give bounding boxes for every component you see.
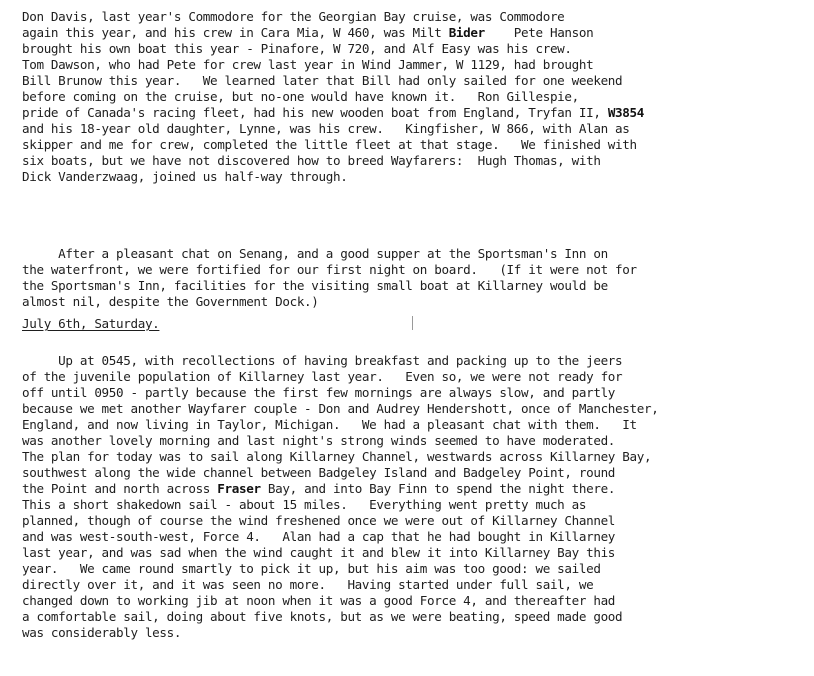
text-line: the Sportsman's Inn, facilities for the visiting small boat at Killarney would be [22,278,608,293]
text-line: England, and now living in Taylor, Michigan. We had a pleasant chat with them. It [22,417,637,432]
text-line: After a pleasant chat on Senang, and a good supper at the Sportsman's Inn on [22,246,608,261]
text-line: brought his own boat this year - Pinafore, W 720, and Alf Easy was his crew. [22,41,572,56]
text-line: six boats, but we have not discovered how to breed Wayfarers: Hugh Thomas, with [22,153,601,168]
text-line: skipper and me for crew, completed the little fleet at that stage. We finished with [22,137,637,152]
text-line: directly over it, and it was seen no more. Having started under full sail, we [22,577,594,592]
text-line: because we met another Wayfarer couple - Don and Audrey Hendershott, once of Manchester, [22,401,659,416]
text-line: pride of Canada's racing fleet, had his new wooden boat from England, Tryfan II, W3854 [22,105,644,120]
text-line: Bill Brunow this year. We learned later that Bill had only sailed for one weekend [22,73,623,88]
text-line: The plan for today was to sail along Killarney Channel, westwards across Killarney Bay, [22,449,652,464]
heading-text: July 6th, Saturday. [22,316,160,331]
text-line: Dick Vanderzwaag, joined us half-way through. [22,169,348,184]
text-line: the Point and north across Fraser Bay, and into Bay Finn to spend the night there. [22,481,616,496]
text-line: off until 0950 - partly because the first few mornings are always slow, and partly [22,385,616,400]
margin-pencil-mark [412,316,413,330]
text-line: was another lovely morning and last night's strong winds seemed to have moderated. [22,433,616,448]
text-line: Up at 0545, with recollections of having breakfast and packing up to the jeers [22,353,623,368]
text-line: and his 18-year old daughter, Lynne, was his crew. Kingfisher, W 866, with Alan as [22,121,630,136]
text-line: the waterfront, we were fortified for our first night on board. (If it were not for [22,262,637,277]
text-line: was considerably less. [22,625,182,640]
text-line: planned, though of course the wind freshened once we were out of Killarney Channel [22,513,616,528]
inserted-word: W3854 [607,105,644,120]
text-line: This a short shakedown sail - about 15 miles. Everything went pretty much as [22,497,587,512]
text-line: changed down to working jib at noon when it was a good Force 4, and thereafter had [22,593,616,608]
text-line: again this year, and his crew in Cara Mia, W 460, was Milt Bider Pete Hanson [22,25,594,40]
text-line: Don Davis, last year's Commodore for the Georgian Bay cruise, was Commodore [22,9,565,24]
text-line: before coming on the cruise, but no-one would have known it. Ron Gillespie, [22,89,579,104]
inserted-word: Bider [448,25,485,40]
inserted-word: Fraser [217,481,261,496]
text-line: year. We came round smartly to pick it up, but his aim was too good: we sailed [22,561,601,576]
text-line: of the juvenile population of Killarney last year. Even so, we were not ready for [22,369,623,384]
text-line: and was west-south-west, Force 4. Alan had a cap that he had bought in Killarney [22,529,616,544]
text-line: southwest along the wide channel between Badgeley Island and Badgeley Point, round [22,465,616,480]
text-line: Tom Dawson, who had Pete for crew last year in Wind Jammer, W 1129, had brought [22,57,594,72]
text-line: a comfortable sail, doing about five knots, but as we were beating, speed made good [22,609,623,624]
text-line: almost nil, despite the Government Dock.) [22,294,319,309]
text-line: last year, and was sad when the wind caught it and blew it into Killarney Bay this [22,545,616,560]
